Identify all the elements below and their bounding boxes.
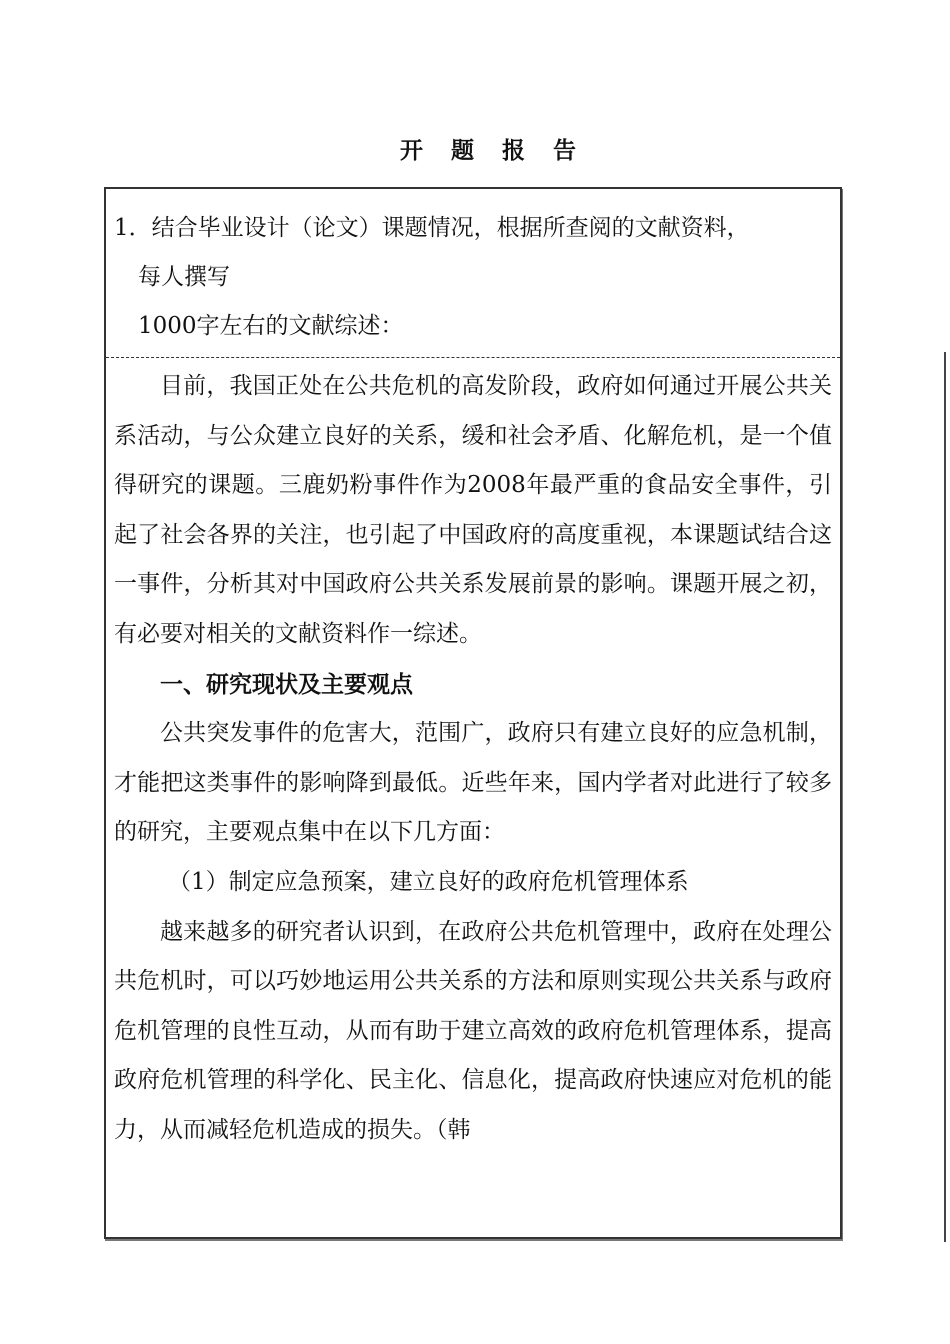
instruction-line-2: 每人撰写 [138,264,230,290]
section-paragraph: 公共突发事件的危害大，范围广，政府只有建立良好的应急机制，才能把这类事件的影响降到最低。近些年来，国内学者对此进行了较多的研究，主要观点集中在以下几方面： [114,720,832,846]
section-heading-research-status: 一、研究现状及主要观点 [160,670,413,698]
dashed-divider [106,357,840,358]
page-edge-line [944,352,946,1242]
page-title: 开 题 报 告 [399,137,587,164]
instruction-block [114,204,834,351]
instruction-line-3: 1000字左右的文献综述： [138,313,404,339]
subsection-heading-1: （1）制定应急预案，建立良好的政府危机管理体系 [168,868,689,895]
report-form-box [104,187,842,1239]
instruction-line-1: 1．结合毕业设计（论文）课题情况，根据所查阅的文献资料， [114,215,750,241]
subsection-paragraph-1: 越来越多的研究者认识到，在政府公共危机管理中，政府在处理公共危机时，可以巧妙地运用公共关系的方法和原则实现公共关系与政府危机管理的良性互动，从而有助于建立高效的政府危机管理体系，提高政府危机管理的科学化、民主化、信息化，提高政府快速应对危机的能力，从而减轻危机造成的损失。（韩 [114,918,832,1143]
literature-review-text [114,362,832,1156]
intro-paragraph: 目前，我国正处在公共危机的高发阶段，政府如何通过开展公共关系活动，与公众建立良好的关系，缓和社会矛盾、化解危机，是一个值得研究的课题。三鹿奶粉事件作为2008年最严重的食品安全事件，引起了社会各界的关注，也引起了中国政府的高度重视，本课题试结合这一事件，分析其对中国政府公共关系发展前景的影响。课题开展之初，有必要对相关的文献资料作一综述。 [114,373,832,647]
